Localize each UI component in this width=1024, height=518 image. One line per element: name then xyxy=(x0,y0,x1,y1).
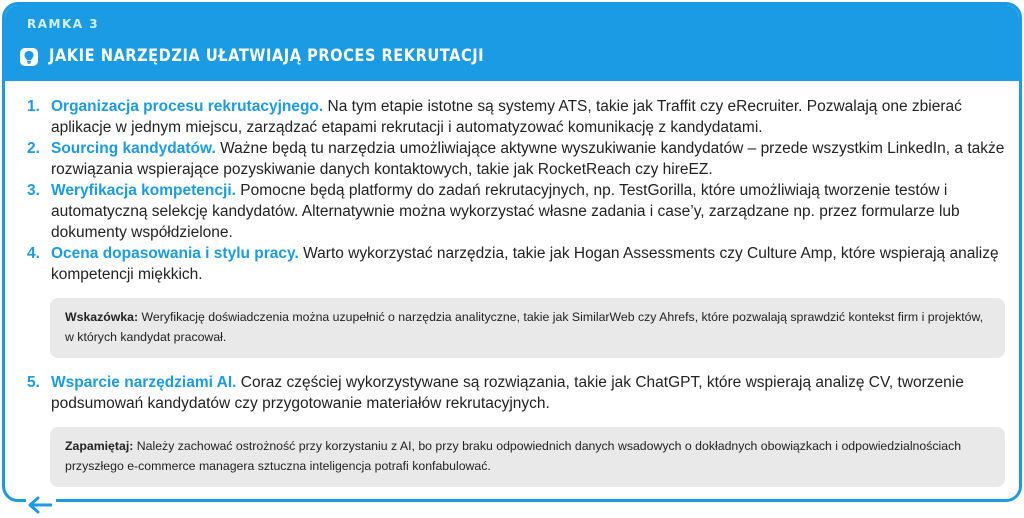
box-header xyxy=(5,5,1019,81)
item-lead: Wsparcie narzędziami AI. xyxy=(51,374,237,391)
item-text xyxy=(51,243,1007,285)
item-lead: Ocena dopasowania i stylu pracy. xyxy=(51,245,299,262)
tip-box xyxy=(50,298,1005,358)
item-lead: Organizacja procesu rekrutacyjnego. xyxy=(51,98,324,115)
item-body: Na tym etapie istotne są systemy ATS, takie jak Traffit czy eRecruiter. Pozwalają one zbierać aplikacje w jednym miejscu, zarządzać etapami rekrutacji i automatyzować komunikację z kandydatami. xyxy=(51,98,962,136)
remember-text: Należy zachować ostrożność przy korzystaniu z AI, bo przy braku odpowiednich danych wsadowych o dokładnych obowiązkach i odpowiedzialnościach przyszłego e-commerce managera sztuczna inteligencja potrafi konfabulować. xyxy=(65,439,962,473)
item-body: Warto wykorzystać narzędzia, takie jak Hogan Assessments czy Culture Amp, które wspierają analizę kompetencji miękkich. xyxy=(51,245,999,283)
item-number: 1. xyxy=(27,98,40,115)
remember-box xyxy=(50,427,1005,487)
item-number: 4. xyxy=(27,245,40,262)
item-text xyxy=(51,372,1007,414)
item-number: 5. xyxy=(27,374,40,391)
list-item xyxy=(27,243,1007,285)
item-number: 2. xyxy=(27,140,40,157)
item-lead: Weryfikacja kompetencji. xyxy=(51,182,236,199)
item-text xyxy=(51,180,1007,243)
tip-text: Weryfikację doświadczenia można uzupełnić o narzędzia analityczne, takie jak SimilarWeb czy Ahrefs, które pozwalają sprawdzić kontekst firm i projektów, w których kandydat pracował. xyxy=(65,310,984,344)
box-content xyxy=(27,96,1007,501)
list-item xyxy=(27,372,1007,414)
item-body: Coraz częściej wykorzystywane są rozwiązania, takie jak ChatGPT, które wspierają analizę CV, tworzenie podsumowań kandydatów czy przygotowanie materiałów rekrutacyjnych. xyxy=(51,374,964,412)
tip-label: Wskazówka: xyxy=(65,310,139,324)
list-item xyxy=(27,180,1007,243)
arrow-left-icon[interactable] xyxy=(26,496,56,514)
lightbulb-icon xyxy=(20,48,38,66)
item-body: Pomocne będą platformy do zadań rekrutacyjnych, np. TestGorilla, które umożliwiają tworzenie testów i automatyczną selekcję kandydatów. Alternatywnie można wykorzystać własne zadania i case’y, zarządzane np. przez formularze lub dokumenty współdzielone. xyxy=(51,182,960,241)
remember-label: Zapamiętaj: xyxy=(65,439,134,453)
box-label: RAMKA 3 xyxy=(27,17,100,31)
item-lead: Sourcing kandydatów. xyxy=(51,140,216,157)
item-text xyxy=(51,96,1007,138)
item-body: Ważne będą tu narzędzia umożliwiające aktywne wyszukiwanie kandydatów – przede wszystkim LinkedIn, a także rozwiązania wspierające pozyskiwanie danych kontaktowych, takie jak RocketReach czy hireEZ. xyxy=(51,140,1005,178)
list-item xyxy=(27,96,1007,138)
item-text xyxy=(51,138,1007,180)
box-frame xyxy=(2,2,1022,502)
item-number: 3. xyxy=(27,182,40,199)
list-item xyxy=(27,138,1007,180)
box-title: JAKIE NARZĘDZIA UŁATWIAJĄ PROCES REKRUTACJI xyxy=(49,46,485,66)
